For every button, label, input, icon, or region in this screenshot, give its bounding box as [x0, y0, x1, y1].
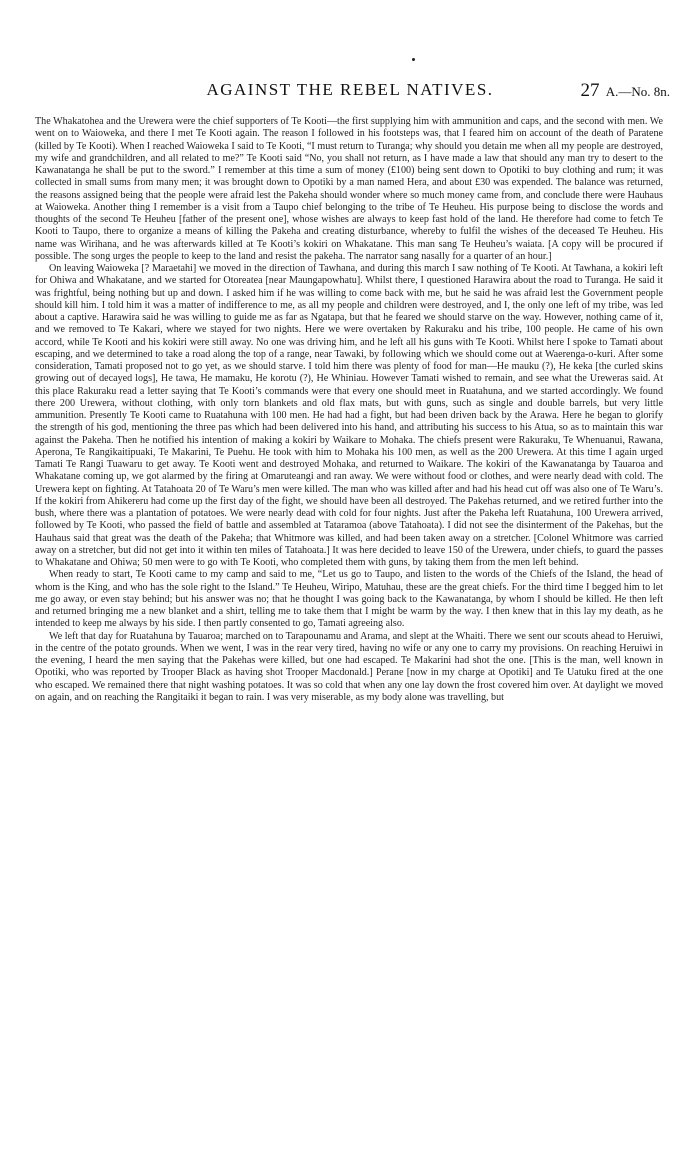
body-text [35, 116, 663, 704]
page-reference [580, 80, 670, 102]
paragraph: The Whakatohea and the Urewera were the chief supporters of Te Kooti—the first supplying him with ammunition and caps, and the second with men. We went on to Waioweka, and there I met Te Kooti again. The reason I followed in his footsteps was, that I feared him on account of the death of Paratene (killed by Te Kooti). When I reached Waioweka I said to Te Kooti, “I must return to Turanga; why should you detain me when all my people are destroyed, my wife and grandchildren, and all related to me?” Te Kooti said “No, you shall not return, as I have made a law that should any man try to desert to the Kawanatanga he shall be put to the sword.” I remember at this time a sum of money (£100) being sent down to Opotiki to buy clothing and rum; it was collected in small sums from many men; it was brought down to Opotiki by a man named Hera, and about £30 was expended. The balance was returned, the reasons assigned being that the people were afraid lest the Pakeha should wonder where so much money came from, and conclude there were Hauhaus at Waioweka. Another thing I remember is a visit from a Taupo chief belonging to the tribe of Te Heuheu. His purpose being to disclose the words and thoughts of the second Te Heuheu [father of the present one], whose wishes are always to keep fast hold of the land. He therefore had come to fetch Te Kooti to Taupo, there to organize a means of killing the Pakeha and creating disturbance, whereby to fulfil the wishes of the deceased Te Heuheu. His name was Wirihana, and he was afterwards killed at Te Kooti’s kokiri on Whakatane. This man sang Te Heuheu’s waiata. [A copy will be procured if possible. The song urges the people to keep to the land and resist the pakeha. The narrator sang nasally for a quarter of an hour.] [35, 116, 663, 262]
paragraph: When ready to start, Te Kooti came to my camp and said to me, “Let us go to Taupo, and listen to the words of the Chiefs of the Island, the head of whom is the King, and who has the sole right to the Island.” Te Heuheu, Wiripo, Matuhau, these are the great chiefs. For the third time I begged him to let me go away, or even stay behind; but his answer was no; that he thought I was going back to the Kawanatanga, by whom I should be killed. He then left and returned bringing me a new blanket and a shirt, telling me to take them that I might be warm by the way. I then knew that in this lay my death, as he intended to keep me always by his side. I then partly consented to go, Tamati agreeing also. [35, 569, 663, 630]
document-reference: A.—No. 8n. [605, 84, 670, 99]
page-header [30, 80, 670, 102]
paragraph: On leaving Waioweka [? Maraetahi] we moved in the direction of Tawhana, and during this march I saw nothing of Te Kooti. At Tawhana, a kokiri left for Ohiwa and Whakatane, and we started for Otoreatea [near Maungapowhatu]. Whilst there, I questioned Harawira about the road to Turanga. He said it was frightful, being nothing but up and down. I asked him if he was willing to come back with me, but he said he was afraid lest the Government people should kill him. I told him it was a matter of indifference to me, as all my people and children were destroyed, and I, the only one left of my tribe, was led about a captive. Harawira said he was willing to guide me as far as Ngatapa, but that he feared we should starve on the way. However, nothing came of it, and we removed to Te Kakari, where we stayed for two nights. Here we were overtaken by Rakuraku and his tribe, 100 people. He came of his own accord, while Te Kooti and his kokiri were still away. No one was driving him, and he left all his guns with Te Kooti. Whilst here I spoke to Tamati about escaping, and we determined to take a road along the top of a range, near Tawaki, by following which we should come out at Waerenga-o-kuri. After some consideration, Tamati proposed not to go yet, as we should starve. I told him there was plenty of food for man—He mauku (?), He keka [the curled skins growing out of decayed logs], He tawa, He mamaku, He korotu (?), He Whiniau. However Tamati wished to remain, and see what the Ureweras said. At this place Rakuraku read a letter saying that Te Kooti’s commands were that every one should meet in Ruatahuna, and we started accordingly. We found there 200 Urewera, without clothing, with only torn blankets and old flax mats, but with guns, such as single and double barrels, but very little ammunition. Presently Te Kooti came to Ruatahuna with 100 men. He had had a fight, but had been driven back by the Arawa. Here he began to glorify the strength of his god, mentioning the three pas which had been delivered into his hand, and attributing his success to his Atua, so as to maintain this war against the Pakeha. Then he notified his intention of making a kokiri by Waikare to Mohaka. The chiefs present were Rakuraku, Te Whenuanui, Rawana, Aperona, Te Rangikaitipuaki, Te Makarini, Te Puehu. He took with him to Mohaka his 100 men, as well as the 200 Urewera. At this time I again urged Tamati Te Rangi Tuawaru to get away. Te Kooti went and destroyed Mohaka, and returned to Waikare. The kokiri of the Kawanatanga by Tauaroa and Whakatane coming up, we got alarmed by the firing at Omaruteangi and ran away. We were without food or clothes, and were nearly dead with cold. The Urewera kept on fighting. At Tatahoata 20 of Te Waru’s men were killed. The man who was killed after and had his head cut off was also one of Te Waru’s. If the kokiri from Ahikereru had come up the first day of the fight, we should have been all destroyed. The Pakehas returned, and we retired further into the bush, where there was a plantation of potatoes. We were nearly dead with cold for four nights. Just after the Pakeha left Ruatahuna, 100 Urewera arrived, followed by Te Kooti, who passed the field of battle and assembled at Tataramoa (above Tatahoata). I did not see the disinterment of the Pakehas, but the Hauhaus said that great was the death of the Pakeha; that Whitmore was killed, and had been taken away on a stretcher. [Colonel Whitmore was carried away on a stretcher, but did not get into it within ten miles of Tatahoata.] It was here decided to leave 150 of the Urewera, under chiefs, to guard the passes to Whakatane and Ohiwa; 50 men were to go with Te Kooti, who completed them with guns, by taking them from the men left behind. [35, 263, 663, 568]
print-mark [412, 58, 415, 61]
paragraph: We left that day for Ruatahuna by Tauaroa; marched on to Tarapounamu and Arama, and slept at the Whaiti. There we sent our scouts ahead to Heruiwi, in the centre of the potato grounds. When we went, I was in the rear very tired, having no wife or any one to carry my provisions. On reaching Heruiwi in the evening, I heard the men saying that the Pakehas were killed, but one had escaped. Te Makarini had shot the one. [This is the man, well known in Opotiki, who was reported by Trooper Black as having shot Trooper Macdonald.] Perane [now in my charge at Opotiki] and Te Uatuku fired at the one who escaped. We remained there that night washing potatoes. It was so cold that when any one lay down the frost covered him over. At daylight we moved on again, and on reaching the Rangitaiki it began to rain. I was very miserable, as my body alone was travelling, but [35, 630, 663, 703]
page-number: 27 [580, 80, 600, 101]
running-title: AGAINST THE REBEL NATIVES. [206, 80, 494, 99]
